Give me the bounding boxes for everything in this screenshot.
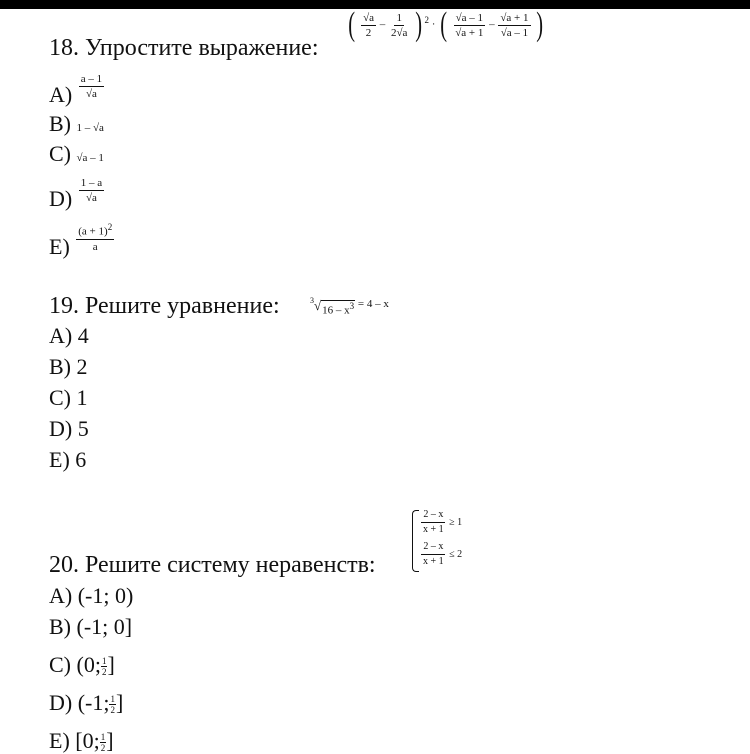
q20-prompt: 20. Решите систему неравенств:: [49, 552, 376, 578]
system-brace-icon: [412, 510, 419, 572]
q18-minus-1: –: [379, 18, 386, 31]
q18-frac-2-den: 2√a: [391, 26, 408, 39]
q20-option-d-num: 1: [110, 694, 115, 705]
q20-ineq-2-frac: [421, 541, 446, 568]
q18-option-a-frac: [79, 73, 104, 100]
q18-option-a-label: A): [49, 82, 73, 107]
q20-ineq-2-num: 2 – x: [421, 541, 445, 555]
q20-ineq-2-den: x + 1: [423, 556, 444, 567]
q18-expression: [346, 8, 546, 42]
q18-option-b: [49, 111, 104, 141]
q20-option-c-pre: C) (0;: [49, 652, 101, 677]
q18-open-paren-2: (: [440, 6, 448, 43]
q20-option-e-post: ]: [106, 728, 114, 753]
q18-frac-3-den: √a + 1: [455, 26, 484, 39]
q18-option-d-frac: [79, 177, 104, 204]
q20-ineq-1-frac: [421, 509, 446, 536]
q19-radicand: [321, 300, 355, 317]
q18-option-c: [49, 141, 104, 171]
q18-option-b-label: B): [49, 111, 71, 136]
q20-option-b: B) (-1; 0]: [49, 614, 133, 639]
q18-option-e-exp: 2: [107, 222, 113, 232]
q19-rhs: = 4 – x: [357, 298, 389, 310]
q18-open-paren-1: (: [348, 6, 356, 43]
q20-option-c-post: ]: [107, 652, 115, 677]
q18-frac-2: [389, 12, 409, 39]
q20-option-d: [49, 690, 123, 716]
q18-frac-4-num: √a + 1: [500, 11, 529, 24]
q19-expression: [310, 298, 389, 317]
q18-frac-3: [453, 12, 485, 39]
q18-frac-4: [498, 12, 530, 39]
q18-option-e-label: E): [49, 233, 70, 259]
q20-option-a: A) (-1; 0): [49, 583, 134, 608]
q18-close-paren-1: ): [415, 6, 423, 43]
q18-frac-1-den: 2: [365, 26, 372, 39]
q19-option-d: D) 5: [49, 416, 89, 441]
q18-frac-3-num: √a – 1: [455, 11, 484, 24]
q18-option-e-den: a: [92, 240, 98, 253]
q20-option-e-num: 1: [100, 732, 106, 743]
q20-option-e-pre: E) [0;: [49, 728, 100, 753]
q19-prompt: 19. Решите уравнение:: [49, 293, 280, 319]
q20-option-d-post: ]: [115, 690, 124, 715]
q19-cube-root: [310, 296, 355, 317]
q18-option-e: [49, 222, 115, 265]
q18-option-d-den: √a: [85, 192, 97, 205]
q20-option-c: [49, 652, 115, 678]
q18-close-paren-2: ): [536, 6, 544, 43]
q18-option-e-num-base: (a + 1): [78, 225, 108, 238]
q20-ineq-1-den: x + 1: [423, 524, 444, 535]
q18-option-a-num: a – 1: [80, 73, 103, 86]
q18-option-e-frac: [76, 221, 114, 253]
q18-option-d: [49, 177, 105, 214]
radical-sign-icon: √: [314, 298, 322, 313]
q18-option-c-label: C): [49, 141, 71, 166]
q18-option-c-math: √a – 1: [76, 152, 104, 164]
q18-option-e-num: [76, 221, 114, 240]
q20-option-c-den: 2: [101, 667, 107, 678]
q18-prompt: 18. Упростите выражение:: [49, 35, 319, 61]
q18-option-b-math: 1 – √a: [76, 122, 104, 134]
q19-radicand-text: 16 – x: [322, 304, 350, 317]
q18-option-a: [49, 73, 105, 110]
q20-ineq-1-num: 2 – x: [421, 509, 445, 523]
q19-option-b: B) 2: [49, 354, 88, 379]
q18-exponent: 2: [424, 14, 429, 25]
q18-dot: ·: [431, 18, 436, 31]
q18-frac-1-num: √a: [363, 11, 374, 24]
q18-option-d-label: D): [49, 186, 73, 211]
q18-option-d-num: 1 – a: [80, 177, 103, 190]
q18-minus-2: –: [489, 18, 495, 31]
q19-root-index: 3: [310, 296, 314, 305]
q19-option-c: C) 1: [49, 385, 88, 410]
q20-ineq-1-rel: ≥ 1: [449, 516, 463, 528]
q19-radicand-exp: 3: [349, 301, 355, 311]
q18-frac-2-num: 1: [396, 11, 402, 24]
q19-option-e: E) 6: [49, 447, 87, 472]
q20-ineq-2-rel: ≤ 2: [449, 548, 463, 560]
q18-frac-1: [361, 12, 376, 39]
q20-option-e: [49, 728, 114, 754]
q20-inequality-2: [420, 541, 462, 568]
q18-option-a-den: √a: [85, 88, 97, 101]
q20-option-d-den: 2: [110, 705, 115, 716]
q20-option-c-num: 1: [101, 656, 107, 667]
q20-option-d-pre: D) (-1;: [49, 690, 110, 715]
q18-frac-4-den: √a – 1: [500, 26, 529, 39]
q20-inequality-1: [420, 509, 462, 536]
q19-option-a: A) 4: [49, 323, 89, 348]
q20-option-e-den: 2: [100, 743, 106, 754]
